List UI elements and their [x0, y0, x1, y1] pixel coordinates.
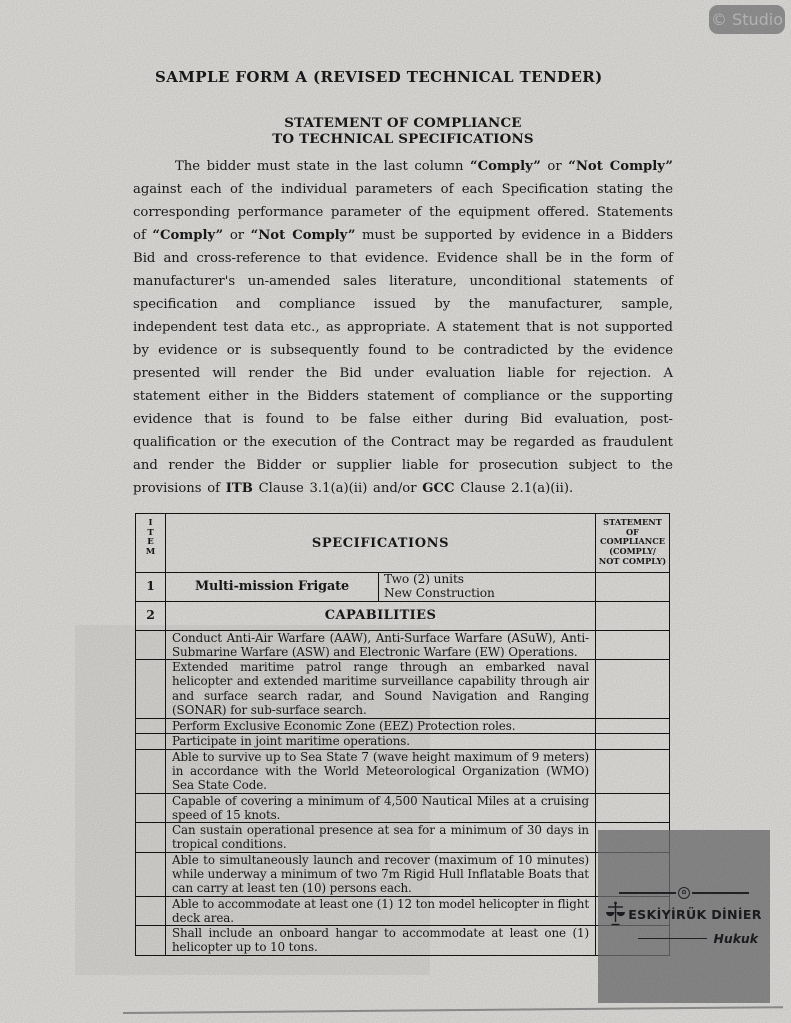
item-header-letter: M — [145, 546, 156, 557]
compliance-cell — [595, 734, 669, 749]
rule-segment — [638, 938, 707, 940]
item-cell — [136, 750, 166, 793]
item-cell — [136, 794, 166, 823]
paragraph-segment-bold: GCC — [422, 481, 455, 496]
item-1-detail-line: New Construction — [384, 585, 495, 600]
stamp-subtitle: Hukuk — [713, 931, 758, 946]
capabilities-section-title: CAPABILITIES — [324, 608, 437, 624]
compliance-cell — [595, 602, 669, 630]
item-1-details — [379, 573, 595, 601]
capability-text: Extended maritime patrol range through an embarked naval helicopter and extended maritime surveillance capability through air and surface search radar, and Sound Navigation and Ranging (SONAR) for sub-surface search. — [172, 660, 589, 717]
compliance-cell — [595, 573, 669, 601]
paragraph-segment-bold: “Not Comply” — [568, 159, 673, 174]
rule-segment — [619, 892, 676, 894]
compliance-header-line: OF — [626, 526, 639, 537]
compliance-paragraph — [133, 155, 673, 500]
capability-row — [136, 733, 669, 749]
paragraph-segment: against each of the individual parameters of each Specification stating the corresponding performance parameter of the equipment offered. Statements of — [133, 182, 673, 243]
stamp-firm-name: ESKİYİRÜK DİNİER — [628, 907, 762, 922]
capability-text: Conduct Anti-Air Warfare (AAW), Anti-Surface Warfare (ASuW), Anti-Submarine Warfare (ASW) and Electronic Warfare (EW) Operations. — [172, 630, 589, 659]
capability-row — [136, 896, 669, 926]
stamp-top-rule — [619, 887, 749, 899]
item-header-letter: T — [147, 527, 154, 538]
law-firm-stamp — [598, 830, 770, 1003]
table-row-item-2 — [136, 601, 669, 630]
paragraph-segment-bold: “Not Comply” — [250, 228, 356, 243]
capability-row — [136, 630, 669, 660]
capability-row — [136, 659, 669, 718]
paragraph-segment: or — [223, 228, 251, 243]
capability-row — [136, 822, 669, 852]
item-1-name: Multi-mission Frigate — [166, 573, 379, 601]
stamp-crest-icon: Ω — [678, 887, 690, 899]
page-subtitle — [133, 115, 673, 147]
item-cell — [136, 719, 166, 734]
item-1-spec-cell — [166, 573, 595, 601]
specifications-table — [135, 513, 670, 956]
compliance-cell — [595, 631, 669, 660]
compliance-column-header — [595, 514, 669, 572]
subtitle-line-1: STATEMENT OF COMPLIANCE — [284, 115, 522, 131]
capability-text: Shall include an onboard hangar to accommodate at least one (1) helicopter up to 10 tons. — [172, 926, 589, 955]
compliance-cell — [595, 794, 669, 823]
compliance-cell — [595, 750, 669, 793]
paragraph-segment-bold: “Comply” — [470, 159, 541, 174]
stamp-subtitle-row — [638, 931, 758, 946]
capability-text: Capable of covering a minimum of 4,500 Nautical Miles at a cruising speed of 15 knots. — [172, 793, 589, 822]
item-header-letter: I — [148, 518, 153, 528]
compliance-header-line: COMPLIANCE — [599, 536, 666, 547]
item-header-letter: E — [147, 537, 154, 548]
compliance-cell — [595, 719, 669, 734]
capability-row — [136, 852, 669, 896]
capability-text: Able to survive up to Sea State 7 (wave height maximum of 9 meters) in accordance with the World Meteorological Organization (WMO) Sea State Code. — [172, 749, 589, 792]
capability-row — [136, 718, 669, 734]
capability-text: Participate in joint maritime operations. — [172, 734, 410, 749]
item-cell — [136, 660, 166, 718]
item-cell — [136, 734, 166, 749]
paragraph-segment: Clause 3.1(a)(ii) and/or — [252, 481, 423, 496]
compliance-cell — [595, 660, 669, 718]
stamp-name-row — [606, 901, 761, 928]
item-cell — [136, 926, 166, 955]
compliance-header-line: NOT COMPLY) — [598, 555, 667, 566]
capability-row — [136, 793, 669, 823]
item-1-detail-line: Two (2) units — [384, 572, 464, 586]
compliance-header-line: STATEMENT — [603, 517, 662, 527]
paragraph-segment: or — [540, 159, 569, 174]
paragraph-segment-bold: ITB — [225, 481, 253, 496]
paragraph-segment: must be supported by evidence in a Bidders Bid and cross-reference to that evidence. Evidence shall be in the form of manufacturer's un-amended sales literature, unconditional statements of specification and compliance issued by the manufacturer, sample, independent test data etc., as appropriate. A statement that is not supported by evidence or is subsequently found to be contradicted by the evidence presented will render the Bid under evaluation liable for rejection. A statement either in the Bidders statement of compliance or the supporting evidence that is found to be false either during Bid evaluation, post-qualification or the execution of the Contract may be regarded as fraudulent and render the Bidder or supplier liable for prosecution subject to the provisions of — [133, 228, 673, 496]
item-cell — [136, 897, 166, 926]
compliance-header-line: (COMPLY/ — [609, 546, 656, 557]
capability-row — [136, 749, 669, 793]
subtitle-line-2: TO TECHNICAL SPECIFICATIONS — [272, 131, 534, 147]
paragraph-segment: The bidder must state in the last column — [175, 159, 471, 174]
rule-segment — [692, 892, 749, 894]
studio-watermark-label: © Studio — [710, 10, 784, 29]
table-header-row — [136, 514, 669, 572]
capability-text: Can sustain operational presence at sea for a minimum of 30 days in tropical conditions. — [172, 823, 589, 852]
specifications-column-header: SPECIFICATIONS — [311, 535, 450, 551]
capability-row — [136, 925, 669, 955]
item-number-cell: 1 — [136, 573, 166, 601]
capability-text: Able to simultaneously launch and recover (maximum of 10 minutes) while underway a minimum of two 7m Rigid Hull Inflatable Boats that can carry at least ten (10) persons each. — [172, 852, 589, 895]
item-cell — [136, 823, 166, 852]
capability-text: Perform Exclusive Economic Zone (EEZ) Protection roles. — [172, 718, 516, 733]
paragraph-segment-bold: “Comply” — [152, 228, 224, 243]
paragraph-segment: Clause 2.1(a)(ii). — [454, 481, 574, 496]
studio-watermark-badge — [709, 5, 785, 34]
capability-text: Able to accommodate at least one (1) 12 ton model helicopter in flight deck area. — [172, 896, 589, 925]
scan-edge-line — [123, 1006, 783, 1014]
scales-of-justice-icon — [606, 901, 625, 928]
item-cell — [136, 631, 166, 660]
item-cell — [136, 853, 166, 896]
item-number-cell: 2 — [136, 602, 166, 630]
table-row-item-1 — [136, 572, 669, 601]
page-title: SAMPLE FORM A (REVISED TECHNICAL TENDER) — [155, 68, 603, 86]
item-column-header — [136, 514, 166, 572]
